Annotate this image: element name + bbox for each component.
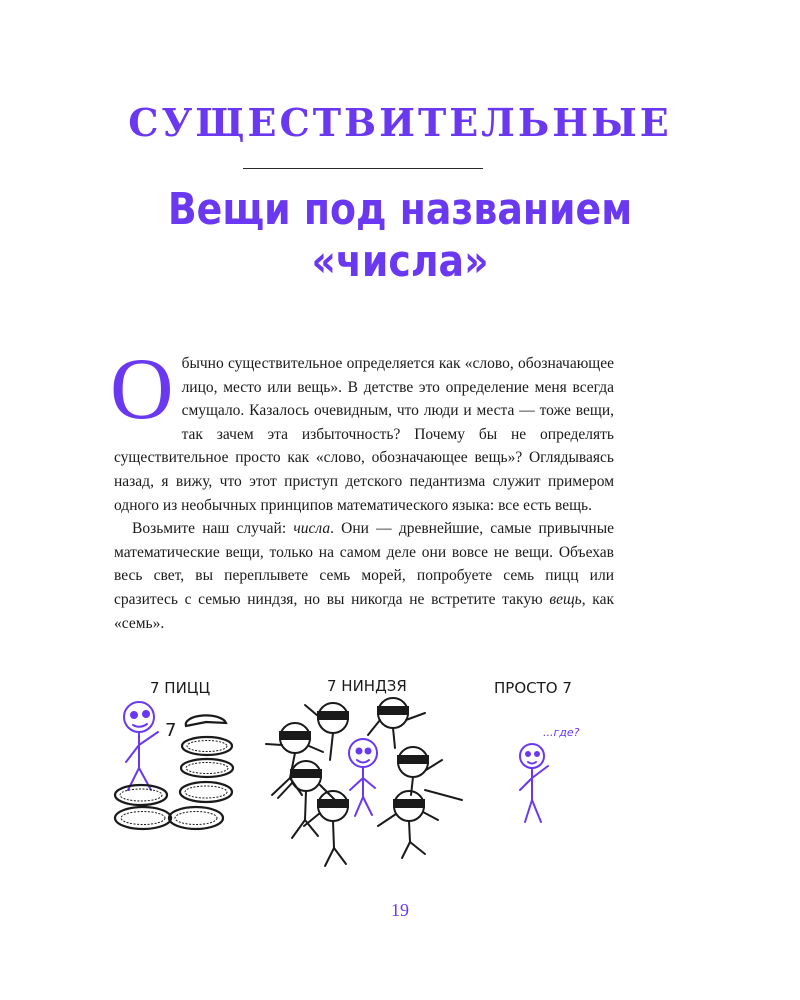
ninja-1 — [305, 703, 348, 760]
paragraph-1-text: бычно существительное определяется как «слово, обозначающее лицо, место или вещь». В детстве это определение меня всегда смущало. Казалось очевидным, что люди и места — тоже вещи, так зачем эта избыточность? Почему бы не определять существительное просто как «слово, обозначающее вещь»? Оглядываясь назад, я вижу, что этот приступ детского педантизма служит примером одного из необычных принципов математического языка: все есть вещь. — [114, 355, 614, 514]
emphasis-thing: вещь — [549, 590, 582, 608]
lonely-person-figure — [520, 744, 548, 822]
pizza-person-figure — [124, 702, 158, 790]
emphasis-numbers: числа — [293, 520, 331, 538]
page-number: 19 — [391, 900, 409, 920]
title-divider — [243, 168, 483, 169]
paragraph-2-text-a: Возьмите наш случай: — [132, 520, 294, 538]
label-seven-ninjas: 7 НИНДЗЯ — [327, 677, 407, 695]
paragraph-2 — [114, 517, 614, 635]
chapter-subtitle — [56, 184, 744, 288]
where-speech: ...где? — [543, 726, 580, 739]
illustration — [100, 690, 620, 875]
ninja-center-person-figure — [349, 739, 377, 816]
seven-in-hand: 7 — [165, 720, 177, 741]
ninja-6 — [304, 791, 348, 866]
ninja-2 — [368, 698, 425, 748]
subtitle-line-2: «числа» — [311, 236, 489, 287]
ninja-7 — [378, 790, 462, 858]
paragraph-1 — [110, 341, 614, 517]
paragraph-2-text-c: , как «семь». — [114, 590, 614, 632]
subtitle-line-1: Вещи под названием — [167, 184, 633, 235]
chapter-title: СУЩЕСТВИТЕЛЬНЫЕ — [128, 100, 672, 145]
drop-cap: О — [110, 341, 174, 438]
ninja-4 — [398, 747, 442, 795]
label-just-seven: ПРОСТО 7 — [494, 679, 572, 697]
body-text — [110, 341, 614, 635]
label-seven-pizzas: 7 ПИЦЦ — [150, 679, 211, 697]
paragraph-2-text-b: . Они — древнейшие, самые привычные математические вещи, только на самом деле они вовсе не вещи. Объехав весь свет, вы переплывете семь морей, попробуете семь пицц или сразитесь с семью ниндзя, но вы никогда не встретите такую — [114, 520, 614, 608]
